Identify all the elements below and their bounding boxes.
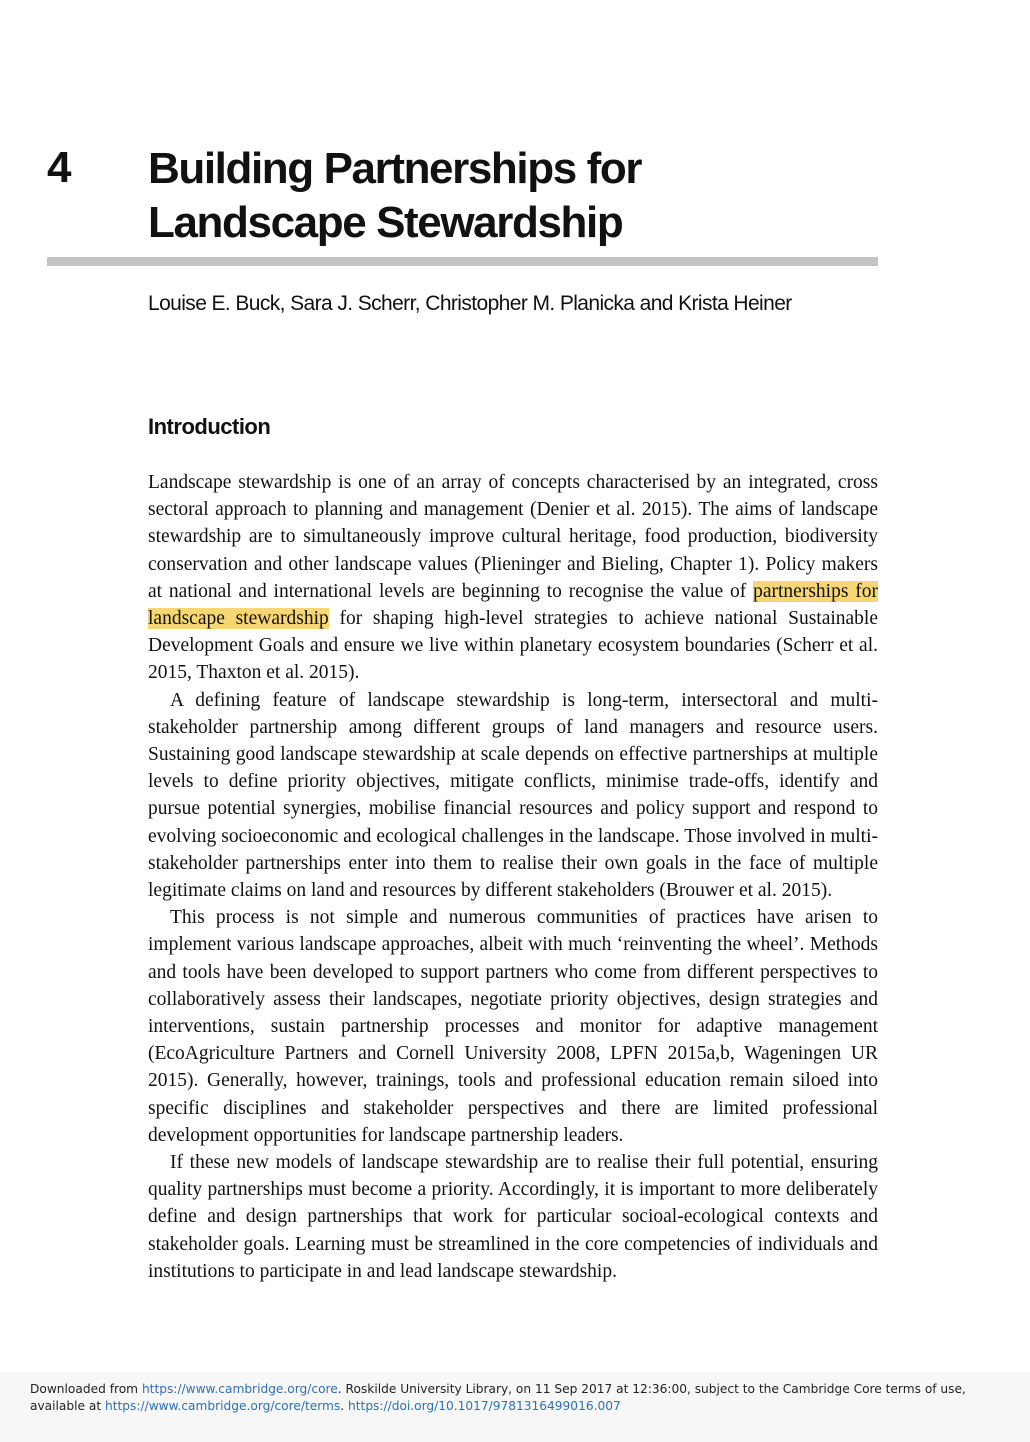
footer-prefix: Downloaded from — [30, 1382, 142, 1396]
paragraph-1-start: Landscape stewardship is one of an array of concepts characterised by an integrated, cross sectoral approach to planning and management (Denier et al. 2015). The aims of landscape stewardship are to simultaneously improve cultural heritage, food production, biodiversity conservation and other landscape values (Plieninger and Bieling, Chapter 1). Policy makers at national and international levels are beginning to recognise the value of — [148, 472, 878, 602]
footer-separator: . — [340, 1399, 349, 1413]
paragraph-3: This process is not simple and numerous communities of practices have arisen to implement various landscape approaches, albeit with much ‘reinventing the wheel’. Methods and tools have been developed to support partners who come from different perspectives to collaboratively assess their landscapes, negotiate priority objectives, design strategies and interventions, sustain partnership processes and monitor for adaptive management (EcoAgriculture Partners and Cornell University 2008, LPFN 2015a,b, Wageningen UR 2015). Generally, however, trainings, tools and professional education remain siloed into specific disciplines and stakeholder perspectives and there are limited professional development opportunities for landscape partnership leaders. — [148, 907, 878, 1146]
paragraph-1 — [148, 469, 878, 687]
download-footer — [0, 1372, 1030, 1442]
doi-link[interactable]: https://doi.org/10.1017/9781316499016.007 — [348, 1399, 621, 1413]
chapter-title-line-2: Landscape Stewardship — [148, 198, 623, 247]
paragraph-4: If these new models of landscape stewardship are to realise their full potential, ensuring quality partnerships must become a priority. Accordingly, it is important to more deliberately define and design partnerships that work for particular socioal-ecological contexts and stakeholder goals. Learning must be streamlined in the core competencies of individuals and institutions to participate in and lead landscape stewardship. — [148, 1152, 878, 1282]
section-heading: Introduction — [148, 414, 271, 439]
paragraph-2: A defining feature of landscape stewardship is long-term, intersectoral and multistakeholder partnership among different groups of land managers and resource users. Sustaining good landscape stewardship at scale depends on effective partnerships at multiple levels to define priority objectives, mitigate conflicts, minimise trade-offs, identify and pursue potential synergies, mobilise financial resources and policy support and respond to evolving socioeconomic and ecological challenges in the landscape. Those involved in multi-stakeholder partnerships enter into them to realise their own goals in the face of multiple legitimate claims on land and resources by different stakeholders (Brouwer et al. 2015). — [148, 689, 878, 902]
body-text — [148, 469, 878, 1285]
highlighted-text[interactable]: partnerships for landscape stewardship — [148, 580, 878, 630]
title-divider — [47, 257, 878, 266]
chapter-number: 4 — [47, 143, 71, 192]
terms-link[interactable]: https://www.cambridge.org/core/terms — [105, 1399, 341, 1413]
cambridge-core-link[interactable]: https://www.cambridge.org/core — [141, 1382, 338, 1396]
chapter-title — [148, 142, 868, 250]
chapter-authors: Louise E. Buck, Sara J. Scherr, Christopher M. Planicka and Krista Heiner — [148, 292, 792, 315]
footer-text — [30, 1381, 1015, 1415]
paragraph-1-end: for shaping high-level strategies to achieve national Sustainable Development Goals and ensure we live within planetary ecosystem boundaries (Scherr et al. 2015, Thaxton et al. 2015). — [148, 608, 879, 684]
footer-middle: . Roskilde University Library, on 11 Sep 2017 at 12:36:00, subject to the Cambridge Core terms of use, available at — [30, 1382, 966, 1413]
chapter-title-line-1: Building Partnerships for — [148, 144, 642, 193]
